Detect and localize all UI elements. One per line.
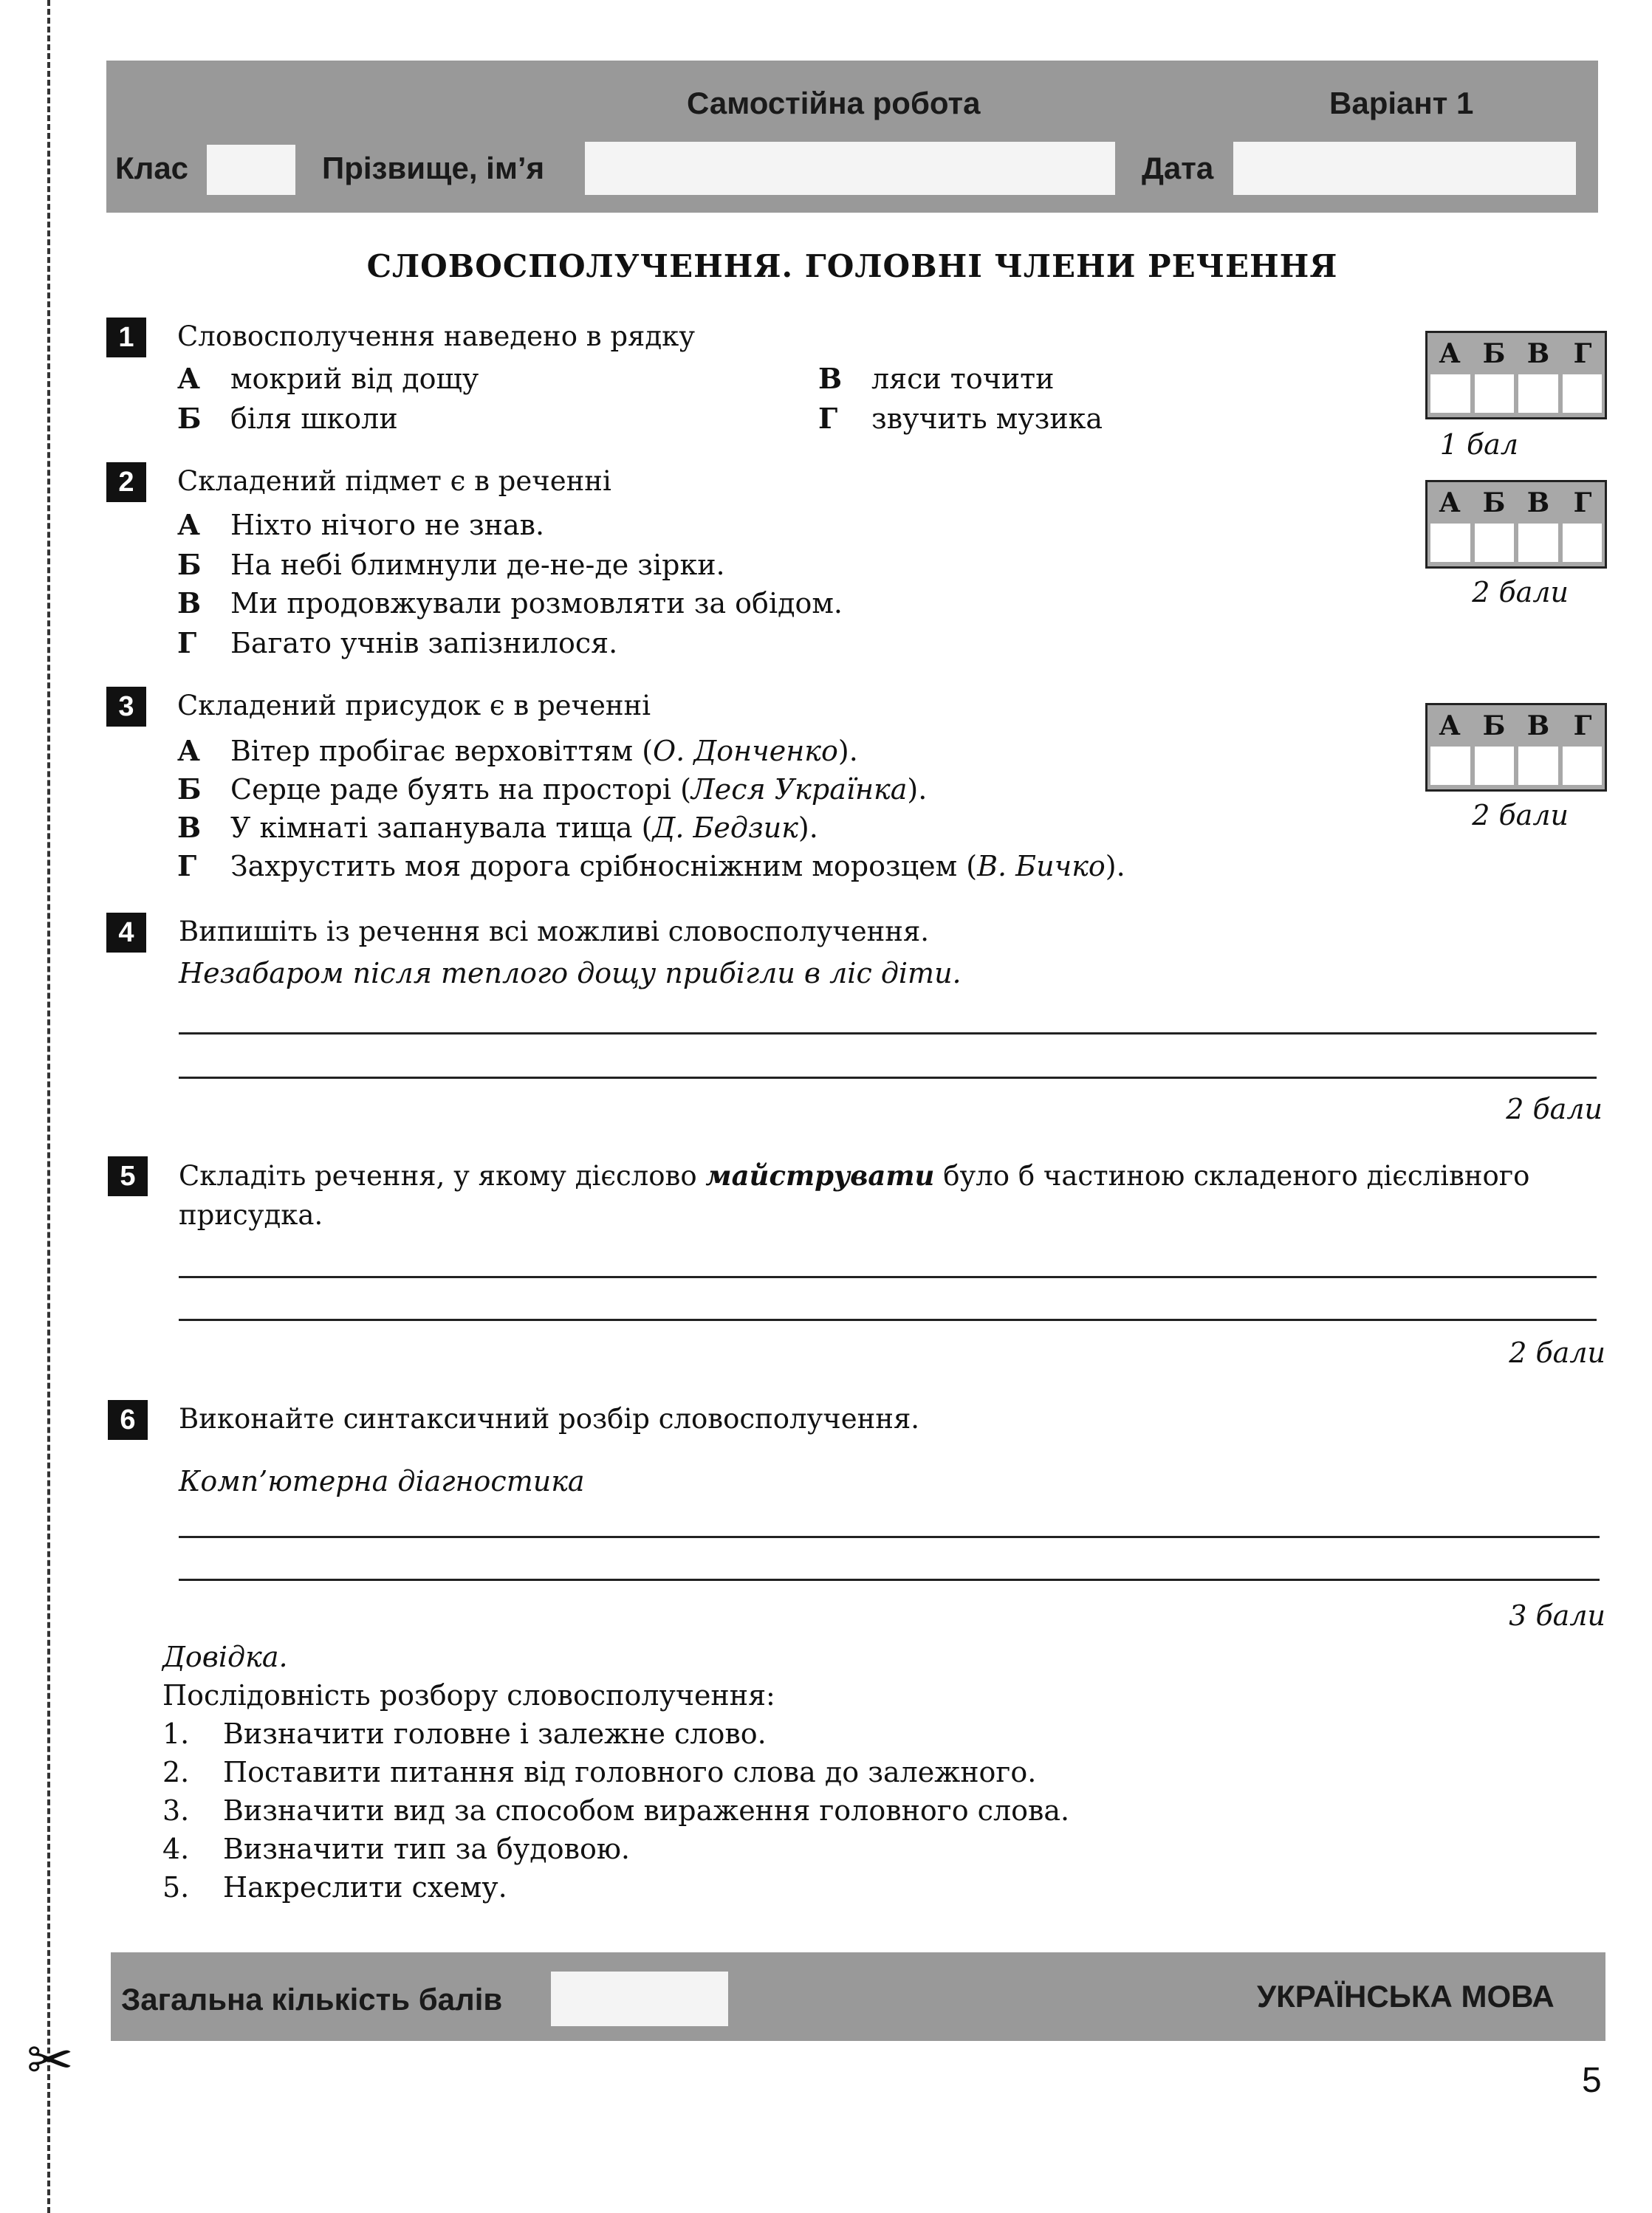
answer-cell[interactable] [1475, 524, 1515, 562]
score-label: 1 бал [1439, 428, 1518, 461]
question-prompt: Випишіть із речення всі можливі словосполучення. [179, 916, 930, 947]
name-field[interactable] [585, 142, 1115, 195]
option-b[interactable]: Б біля школи [177, 402, 398, 435]
answer-cell[interactable] [1430, 524, 1470, 562]
answer-line[interactable] [179, 1077, 1597, 1079]
question-prompt-line2: присудка. [179, 1199, 323, 1231]
answer-cell[interactable] [1475, 747, 1515, 785]
answer-cell[interactable] [1563, 374, 1603, 413]
answer-cell[interactable] [1518, 747, 1558, 785]
total-score-field[interactable] [551, 1972, 728, 2026]
question-number: 3 [106, 687, 146, 727]
variant-label: Варіант 1 [1329, 86, 1474, 120]
answer-cell[interactable] [1475, 374, 1515, 413]
page-title: СЛОВОСПОЛУЧЕННЯ. ГОЛОВНІ ЧЛЕНИ РЕЧЕННЯ [366, 248, 1338, 284]
answer-cell[interactable] [1430, 374, 1470, 413]
question-number: 4 [106, 913, 146, 953]
question-phrase: Комп’ютерна діагностика [179, 1465, 585, 1497]
question-prompt: Складіть речення, у якому дієслово майструвати було б частиною складеного дієслівного [179, 1159, 1530, 1192]
page-number: 5 [1582, 2061, 1602, 2100]
answer-cell[interactable] [1430, 747, 1470, 785]
option-b[interactable]: Б На небі блимнули де-не-де зірки. [177, 548, 725, 581]
grid-letter: Б [1482, 338, 1506, 369]
option-a[interactable]: А Ніхто нічого не знав. [177, 508, 545, 541]
question-prompt: Складений присудок є в реченні [177, 690, 651, 721]
reference-intro: Послідовність розбору словосполучення: [162, 1679, 775, 1712]
grid-letter: В [1526, 338, 1550, 369]
option-a[interactable]: А Вітер пробігає верховіттям (О. Донченко). [177, 734, 858, 767]
option-v[interactable]: В ляси точити [818, 362, 1055, 395]
answer-cell[interactable] [1518, 374, 1558, 413]
score-label: 2 бали [1472, 576, 1569, 608]
option-g[interactable]: Г Захрустить моя дорога срібносніжним морозцем (В. Бичко). [177, 849, 1125, 882]
question-number: 2 [106, 462, 146, 502]
answer-cell[interactable] [1563, 524, 1603, 562]
grid-letter: Г [1573, 338, 1592, 369]
total-score-label: Загальна кількість балів [121, 1982, 503, 2017]
grid-letter: В [1526, 487, 1550, 518]
work-title: Самостійна робота [687, 86, 981, 120]
question-prompt: Виконайте синтаксичний розбір словосполучення. [179, 1403, 920, 1435]
answer-cell[interactable] [1563, 747, 1603, 785]
reference-step: 1. Визначити головне і залежне слово. [162, 1718, 767, 1750]
reference-step: 5. Накреслити схему. [162, 1871, 507, 1904]
answer-grid [1425, 703, 1607, 792]
reference-block [162, 1638, 1069, 1907]
grid-letter: А [1439, 338, 1461, 369]
header-band [106, 61, 1598, 213]
answer-line[interactable] [179, 1536, 1600, 1538]
answer-line[interactable] [179, 1032, 1597, 1035]
footer-band [111, 1952, 1605, 2041]
question-number: 5 [108, 1156, 148, 1196]
question-number: 6 [108, 1400, 148, 1440]
reference-step: 3. Визначити вид за способом вираження головного слова. [162, 1794, 1070, 1827]
reference-step: 2. Поставити питання від головного слова до залежного. [162, 1756, 1037, 1788]
option-v[interactable]: В У кімнаті запанувала тища (Д. Бедзик). [177, 811, 818, 844]
grid-letter: А [1439, 487, 1461, 518]
answer-line[interactable] [179, 1579, 1600, 1581]
reference-step: 4. Визначити тип за будовою. [162, 1833, 630, 1865]
grid-letter: В [1526, 710, 1550, 741]
answer-line[interactable] [179, 1276, 1597, 1278]
reference-heading: Довідка. [162, 1641, 288, 1673]
question-prompt: Словосполучення наведено в рядку [177, 320, 696, 352]
score-label: 3 бали [1509, 1599, 1605, 1632]
answer-grid [1425, 480, 1607, 569]
grid-letter: Б [1482, 487, 1506, 518]
keyword: майструвати [705, 1159, 935, 1192]
date-field[interactable] [1233, 142, 1576, 195]
question-sentence: Незабаром після теплого дощу прибігли в ліс діти. [179, 957, 962, 989]
scissors-icon: ✂ [27, 2027, 74, 2093]
option-b[interactable]: Б Серце раде буять на просторі (Леся Українка). [177, 772, 928, 806]
answer-line[interactable] [179, 1319, 1597, 1321]
option-g[interactable]: Г Багато учнів запізнилося. [177, 626, 618, 659]
answer-cell[interactable] [1518, 524, 1558, 562]
option-a[interactable]: А мокрий від дощу [177, 362, 479, 395]
score-label: 2 бали [1506, 1093, 1603, 1125]
class-field[interactable] [207, 145, 295, 195]
name-label: Прізвище, ім’я [322, 151, 545, 185]
score-label: 2 бали [1509, 1337, 1605, 1369]
grid-letter: Г [1573, 487, 1592, 518]
answer-grid [1425, 331, 1607, 419]
grid-letter: Г [1573, 710, 1592, 741]
score-label: 2 бали [1472, 799, 1569, 831]
grid-letter: Б [1482, 710, 1506, 741]
question-number: 1 [106, 318, 146, 357]
date-label: Дата [1142, 151, 1214, 185]
class-label: Клас [115, 151, 189, 185]
option-v[interactable]: В Ми продовжували розмовляти за обідом. [177, 586, 843, 620]
option-g[interactable]: Г звучить музика [818, 402, 1103, 435]
cut-line [47, 0, 50, 2213]
question-prompt: Складений підмет є в реченні [177, 465, 611, 497]
subject-label: УКРАЇНСЬКА МОВА [1257, 1979, 1555, 2014]
grid-letter: А [1439, 710, 1461, 741]
